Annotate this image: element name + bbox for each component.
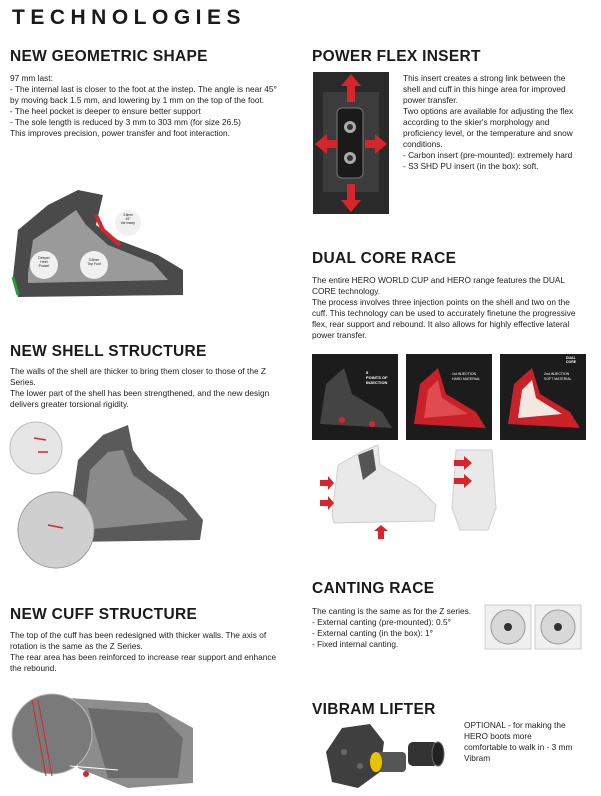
vibram-body: OPTIONAL - for making the HERO boots more comfortable to walk in - 3 mm Vibram bbox=[464, 720, 573, 763]
vibram-heading: VIBRAM LIFTER bbox=[312, 701, 436, 718]
dualcore-cuff-image bbox=[450, 448, 498, 532]
powerflex-heading: POWER FLEX INSERT bbox=[312, 48, 481, 65]
power-flex-image bbox=[313, 72, 389, 214]
canting-heading: CANTING RACE bbox=[312, 580, 435, 597]
dualcore-photo-injection bbox=[312, 354, 398, 440]
dualcore-body: The entire HERO WORLD CUP and HERO range features the DUAL CORE technology. The process involves three injection points on the shell and two on the cuff. This technology can be used to accurately finetune the progressive flex, rear support and rebound. It also allows for highly effective lateral power transfer. bbox=[312, 275, 576, 340]
callout-heel: Deeper Heel Pocket bbox=[38, 256, 50, 269]
callout-angle: 3.8mm 45° the instep bbox=[120, 213, 136, 225]
shell-structure-image bbox=[8, 420, 208, 550]
dualcore-shell-image bbox=[318, 445, 438, 540]
page-title: TECHNOLOGIES bbox=[12, 6, 247, 29]
dualcore-photo3-label: 2nd INJECTION SOFT MATERIAL bbox=[544, 372, 572, 381]
cuff-structure-image bbox=[8, 688, 198, 792]
cuff-body: The top of the cuff has been redesigned with thicker walls. The axis of rotation is the same as the Z Series. The rear area has been reinforced to increase rear support and enhance the rebound. bbox=[10, 630, 277, 673]
dualcore-heading: DUAL CORE RACE bbox=[312, 250, 457, 267]
vibram-lifter-image bbox=[322, 722, 452, 790]
geometric-heading: NEW GEOMETRIC SHAPE bbox=[10, 48, 208, 65]
dualcore-photo1-label: 5 POINTS OF INJECTION bbox=[366, 370, 388, 385]
canting-disc-2 bbox=[535, 605, 581, 649]
dualcore-photo2-label: 1st INJECTION HARD MATERIAL bbox=[452, 372, 481, 381]
canting-disc-1 bbox=[485, 605, 531, 649]
cuff-heading: NEW CUFF STRUCTURE bbox=[10, 606, 198, 623]
shell-heading: NEW SHELL STRUCTURE bbox=[10, 343, 207, 360]
dualcore-photo-soft bbox=[500, 354, 586, 440]
canting-body: The canting is the same as for the Z series. - External canting (pre-mounted): 0.5° - External canting (in the box): 1° - Fixed internal canting. bbox=[312, 606, 472, 649]
dualcore-photo-hard bbox=[406, 354, 492, 440]
dualcore-photo3-tag: DUAL CORE bbox=[566, 356, 577, 364]
powerflex-body: This insert creates a strong link between the shell and cuff in this hinge area for improved power transfer. Two options are available for adjusting the flex according to the skier's morphology and proficiency level, or the temperature and snow conditions. - Carbon insert (pre-mounted): extremely hard - S3 SHD PU insert (in the box): soft. bbox=[403, 73, 574, 171]
geometric-shape-image bbox=[8, 185, 188, 305]
shell-body: The walls of the shell are thicker to bring them closer to those of the Z Series. The lower part of the shell has been strengthened, and the new design delivers greater torsional rigidity. bbox=[10, 366, 270, 409]
callout-last: 3.8mm Top Foot bbox=[87, 258, 101, 267]
geometric-body: 97 mm last: - The internal last is closer to the foot at the instep. The angle is near 45° by moving back 1.5 mm, and lowering by 1 mm on the top of the foot. - The heel pocket is deeper to ensure better support - The sole length is reduced by 3 mm to 303 mm (for size 26.5) This improves precision, power transfer and foot interaction. bbox=[10, 73, 277, 138]
